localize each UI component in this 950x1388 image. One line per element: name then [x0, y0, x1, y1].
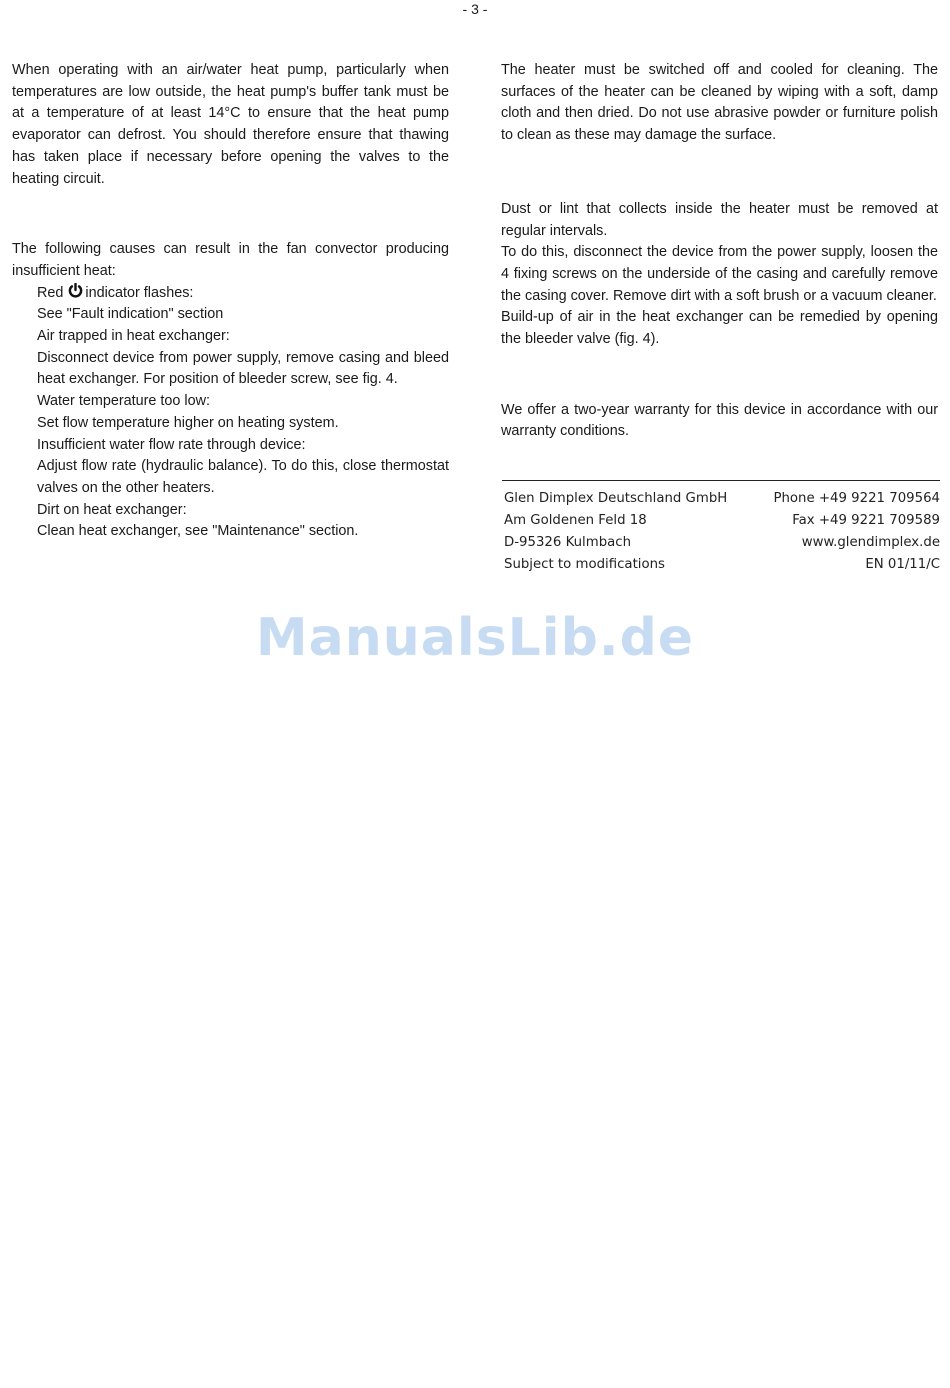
power-icon: [68, 283, 83, 298]
cause-red-indicator: [12, 283, 449, 305]
red-suffix: indicator flashes:: [85, 284, 194, 301]
heat-pump-paragraph: When operating with an air/water heat pump, particularly when temperatures are low outside, the heat pump's buffer tank must be at a temperature of at least 14°C to ensure that the heat pump evaporator can defrost. You should therefore ensure that thawing has taken place if necessary before opening the valves to the heating circuit.: [12, 62, 449, 187]
cause-dirt: Dirt on heat exchanger:: [37, 501, 187, 518]
footer-row-company: [502, 488, 940, 510]
warranty-paragraph: We offer a two-year warranty for this device in accordance with our warranty conditions.: [501, 401, 938, 440]
street-address: Am Goldenen Feld 18: [504, 513, 647, 528]
cause-water-temp-remedy: Set flow temperature higher on heating system.: [37, 414, 339, 431]
footer-row-city: [502, 532, 940, 554]
red-prefix: Red: [37, 284, 64, 301]
troubleshooting-intro: The following causes can result in the fan convector producing insufficient heat:: [12, 241, 449, 279]
cause-flow-rate-remedy: Adjust flow rate (hydraulic balance). To do this, close thermostat valves on the other heaters.: [37, 458, 449, 496]
company-footer: [502, 480, 940, 576]
website-link[interactable]: www.glendimplex.de: [801, 535, 940, 550]
maintenance-paragraph-1: Dust or lint that collects inside the heater must be removed at regular intervals.: [501, 200, 938, 239]
phone-number: Phone +49 9221 709564: [773, 491, 940, 506]
cause-flow-rate: Insufficient water flow rate through device:: [37, 436, 306, 453]
footer-row-note: [502, 554, 940, 576]
cause-fault-ref: See "Fault indication" section: [37, 306, 224, 323]
maintenance-paragraph-2: To do this, disconnect the device from the power supply, loosen the 4 fixing screws on the underside of the casing and carefully remove the casing cover. Remove dirt with a soft brush or a vacuum cleaner.: [501, 244, 938, 304]
cleaning-paragraph: The heater must be switched off and cooled for cleaning. The surfaces of the heater can be cleaned by wiping with a soft, damp cloth and then dried. Do not use abrasive powder or furniture polish to clean as these may damage the surface.: [501, 62, 938, 144]
city-address: D-95326 Kulmbach: [504, 535, 632, 550]
maintenance-paragraph-3: Build-up of air in the heat exchanger can be remedied by opening the bleeder valve (fig. 4).: [501, 309, 938, 348]
watermark: ManualsLib.de: [255, 608, 695, 668]
left-column: [12, 60, 449, 543]
modifications-note: Subject to modifications: [504, 557, 665, 572]
document-code: EN 01/11/C: [865, 557, 940, 572]
cause-air-remedy: Disconnect device from power supply, remove casing and bleed heat exchanger. For position of bleeder screw, see fig. 4.: [37, 349, 449, 388]
causes-list: [12, 283, 449, 543]
footer-row-street: [502, 510, 940, 532]
right-column: [501, 60, 938, 443]
fax-number: Fax +49 9221 709589: [792, 513, 940, 528]
page-number: - 3 -: [462, 1, 488, 17]
cause-water-temp: Water temperature too low:: [37, 393, 211, 410]
cause-air-trapped: Air trapped in heat exchanger:: [37, 328, 230, 345]
cause-dirt-remedy: Clean heat exchanger, see "Maintenance" section.: [37, 523, 359, 540]
company-name: Glen Dimplex Deutschland GmbH: [504, 491, 728, 506]
